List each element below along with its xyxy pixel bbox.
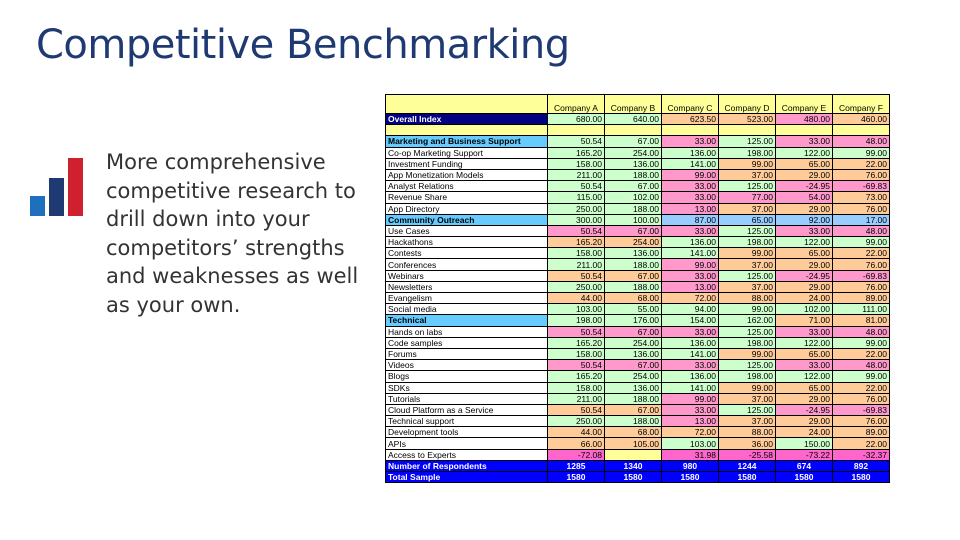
value-cell: 198.00 — [548, 315, 605, 326]
value-cell: 122.00 — [776, 337, 833, 348]
value-cell: 99.00 — [719, 382, 776, 393]
row-label: Code samples — [386, 337, 548, 348]
value-cell: 154.00 — [662, 315, 719, 326]
value-cell: 29.00 — [776, 416, 833, 427]
value-cell: 254.00 — [605, 147, 662, 158]
table-row — [386, 360, 890, 371]
table-row — [386, 304, 890, 315]
value-cell: 122.00 — [776, 147, 833, 158]
table-row — [386, 416, 890, 427]
value-cell: 48.00 — [833, 136, 890, 147]
value-cell: 24.00 — [776, 427, 833, 438]
row-label: Revenue Share — [386, 192, 548, 203]
value-cell: 73.00 — [833, 192, 890, 203]
row-label: Contests — [386, 248, 548, 259]
value-cell: 99.00 — [719, 248, 776, 259]
value-cell: 105.00 — [605, 438, 662, 449]
value-cell: 1285 — [548, 460, 605, 471]
table-row — [386, 192, 890, 203]
row-label: Newsletters — [386, 281, 548, 292]
table-row — [386, 371, 890, 382]
value-cell: 125.00 — [719, 136, 776, 147]
table-row — [386, 472, 890, 483]
table-row — [386, 158, 890, 169]
value-cell: -72.08 — [548, 449, 605, 460]
value-cell: 150.00 — [776, 438, 833, 449]
value-cell: 50.54 — [548, 360, 605, 371]
value-cell: 165.20 — [548, 337, 605, 348]
row-label: Investment Funding — [386, 158, 548, 169]
value-cell: 1580 — [548, 472, 605, 483]
row-label: Analyst Relations — [386, 181, 548, 192]
value-cell: 125.00 — [719, 326, 776, 337]
value-cell: 50.54 — [548, 181, 605, 192]
value-cell: 76.00 — [833, 203, 890, 214]
table-row — [386, 404, 890, 415]
bullet-text: More comprehensive competitive research to drill down into your competitors’ strengths and weaknesses as well as your own. — [106, 150, 359, 317]
value-cell: 480.00 — [776, 114, 833, 125]
value-cell: 99.00 — [833, 337, 890, 348]
value-cell: 158.00 — [548, 348, 605, 359]
value-cell: 136.00 — [662, 147, 719, 158]
value-cell: 162.00 — [719, 315, 776, 326]
row-label: Conferences — [386, 259, 548, 270]
table-row — [386, 427, 890, 438]
value-cell: 1580 — [662, 472, 719, 483]
row-label: Forums — [386, 348, 548, 359]
value-cell: 1580 — [776, 472, 833, 483]
value-cell: 680.00 — [548, 114, 605, 125]
value-cell: 92.00 — [776, 214, 833, 225]
table-row — [386, 147, 890, 158]
table-row — [386, 337, 890, 348]
row-label: Hackathons — [386, 237, 548, 248]
value-cell: 136.00 — [662, 237, 719, 248]
value-cell: 111.00 — [833, 304, 890, 315]
table-row — [386, 248, 890, 259]
value-cell: 33.00 — [662, 404, 719, 415]
value-cell: -73.22 — [776, 449, 833, 460]
header-blank — [386, 95, 548, 114]
header-company-f: Company F — [833, 95, 890, 114]
table-row — [386, 315, 890, 326]
value-cell: 254.00 — [605, 237, 662, 248]
value-cell: 37.00 — [719, 416, 776, 427]
value-cell: 33.00 — [662, 136, 719, 147]
value-cell: 22.00 — [833, 348, 890, 359]
logo-bar-3 — [68, 158, 83, 216]
value-cell: 99.00 — [719, 158, 776, 169]
value-cell — [548, 125, 605, 136]
value-cell: 211.00 — [548, 259, 605, 270]
value-cell: 88.00 — [719, 293, 776, 304]
table-row — [386, 114, 890, 125]
value-cell: 67.00 — [605, 270, 662, 281]
value-cell: 31.98 — [662, 449, 719, 460]
value-cell: 250.00 — [548, 281, 605, 292]
table-row — [386, 382, 890, 393]
value-cell: 892 — [833, 460, 890, 471]
value-cell: 198.00 — [719, 147, 776, 158]
value-cell: 22.00 — [833, 248, 890, 259]
row-label: Technical — [386, 315, 548, 326]
value-cell: 33.00 — [662, 270, 719, 281]
value-cell: 1580 — [833, 472, 890, 483]
value-cell: 17.00 — [833, 214, 890, 225]
value-cell: 33.00 — [662, 326, 719, 337]
value-cell: 125.00 — [719, 181, 776, 192]
value-cell: 136.00 — [605, 348, 662, 359]
value-cell: 33.00 — [662, 225, 719, 236]
header-company-b: Company B — [605, 95, 662, 114]
row-label: App Directory — [386, 203, 548, 214]
row-label: Access to Experts — [386, 449, 548, 460]
row-label: Overall Index — [386, 114, 548, 125]
value-cell: 141.00 — [662, 348, 719, 359]
value-cell: 37.00 — [719, 393, 776, 404]
value-cell: 102.00 — [776, 304, 833, 315]
table-row — [386, 203, 890, 214]
table-header-row — [386, 95, 890, 114]
value-cell: 523.00 — [719, 114, 776, 125]
value-cell: 188.00 — [605, 416, 662, 427]
value-cell: 188.00 — [605, 393, 662, 404]
value-cell: 125.00 — [719, 270, 776, 281]
value-cell: 165.20 — [548, 237, 605, 248]
value-cell: 50.54 — [548, 225, 605, 236]
value-cell: 29.00 — [776, 393, 833, 404]
value-cell: 165.20 — [548, 147, 605, 158]
value-cell: 81.00 — [833, 315, 890, 326]
value-cell: 68.00 — [605, 293, 662, 304]
value-cell: 674 — [776, 460, 833, 471]
value-cell: 76.00 — [833, 416, 890, 427]
value-cell: 136.00 — [605, 382, 662, 393]
value-cell: 22.00 — [833, 382, 890, 393]
table-row — [386, 136, 890, 147]
value-cell: 55.00 — [605, 304, 662, 315]
table-row — [386, 125, 890, 136]
header-company-a: Company A — [548, 95, 605, 114]
value-cell: 50.54 — [548, 270, 605, 281]
value-cell: 29.00 — [776, 281, 833, 292]
value-cell: 48.00 — [833, 225, 890, 236]
value-cell: 67.00 — [605, 360, 662, 371]
value-cell: 158.00 — [548, 248, 605, 259]
value-cell: 67.00 — [605, 136, 662, 147]
table-row — [386, 225, 890, 236]
table-row — [386, 393, 890, 404]
value-cell: 67.00 — [605, 326, 662, 337]
value-cell: -24.95 — [776, 404, 833, 415]
table-row — [386, 237, 890, 248]
logo-bar-2 — [49, 178, 64, 216]
value-cell: 176.00 — [605, 315, 662, 326]
row-label: Use Cases — [386, 225, 548, 236]
value-cell: 250.00 — [548, 416, 605, 427]
value-cell: 33.00 — [776, 360, 833, 371]
table-row — [386, 259, 890, 270]
value-cell: 36.00 — [719, 438, 776, 449]
value-cell: -69.83 — [833, 270, 890, 281]
value-cell: 22.00 — [833, 438, 890, 449]
row-label: Webinars — [386, 270, 548, 281]
value-cell: 99.00 — [719, 304, 776, 315]
row-label: Co-op Marketing Support — [386, 147, 548, 158]
row-label — [386, 125, 548, 136]
value-cell: 37.00 — [719, 281, 776, 292]
row-label: App Monetization Models — [386, 169, 548, 180]
row-label: Total Sample — [386, 472, 548, 483]
value-cell: 13.00 — [662, 281, 719, 292]
value-cell: 103.00 — [548, 304, 605, 315]
value-cell: 37.00 — [719, 169, 776, 180]
value-cell: 100.00 — [605, 214, 662, 225]
value-cell: 1340 — [605, 460, 662, 471]
value-cell: 65.00 — [776, 248, 833, 259]
value-cell: 67.00 — [605, 404, 662, 415]
table-row — [386, 326, 890, 337]
value-cell: 254.00 — [605, 371, 662, 382]
value-cell: 115.00 — [548, 192, 605, 203]
row-label: Technical support — [386, 416, 548, 427]
value-cell: 198.00 — [719, 337, 776, 348]
value-cell: 623.50 — [662, 114, 719, 125]
value-cell: 198.00 — [719, 371, 776, 382]
value-cell: 165.20 — [548, 371, 605, 382]
row-label: Hands on labs — [386, 326, 548, 337]
value-cell — [605, 125, 662, 136]
table-row — [386, 270, 890, 281]
value-cell: 122.00 — [776, 371, 833, 382]
value-cell: -24.95 — [776, 270, 833, 281]
value-cell: 33.00 — [662, 181, 719, 192]
header-company-d: Company D — [719, 95, 776, 114]
value-cell: -69.83 — [833, 181, 890, 192]
row-label: Development tools — [386, 427, 548, 438]
value-cell: -24.95 — [776, 181, 833, 192]
value-cell: 89.00 — [833, 293, 890, 304]
table-row — [386, 348, 890, 359]
value-cell: 33.00 — [776, 225, 833, 236]
value-cell: -69.83 — [833, 404, 890, 415]
value-cell: 141.00 — [662, 382, 719, 393]
row-label: Videos — [386, 360, 548, 371]
value-cell: 37.00 — [719, 259, 776, 270]
value-cell: 1244 — [719, 460, 776, 471]
value-cell: -25.58 — [719, 449, 776, 460]
value-cell: 125.00 — [719, 225, 776, 236]
value-cell: 300.00 — [548, 214, 605, 225]
value-cell: 48.00 — [833, 360, 890, 371]
table-row — [386, 449, 890, 460]
value-cell — [776, 125, 833, 136]
value-cell: 250.00 — [548, 203, 605, 214]
value-cell: 136.00 — [662, 337, 719, 348]
value-cell: 99.00 — [662, 393, 719, 404]
value-cell: 87.00 — [662, 214, 719, 225]
value-cell: 13.00 — [662, 203, 719, 214]
value-cell: 76.00 — [833, 259, 890, 270]
value-cell: 29.00 — [776, 259, 833, 270]
value-cell: 50.54 — [548, 326, 605, 337]
value-cell: 65.00 — [719, 214, 776, 225]
value-cell: 13.00 — [662, 416, 719, 427]
table-row — [386, 460, 890, 471]
row-label: Marketing and Business Support — [386, 136, 548, 147]
value-cell — [833, 125, 890, 136]
value-cell: 65.00 — [776, 382, 833, 393]
value-cell: 198.00 — [719, 237, 776, 248]
value-cell: 136.00 — [605, 158, 662, 169]
value-cell: 33.00 — [776, 326, 833, 337]
header-company-c: Company C — [662, 95, 719, 114]
value-cell: 37.00 — [719, 203, 776, 214]
value-cell: 66.00 — [548, 438, 605, 449]
value-cell: 125.00 — [719, 404, 776, 415]
row-label: Cloud Platform as a Service — [386, 404, 548, 415]
value-cell: 67.00 — [605, 181, 662, 192]
value-cell: 102.00 — [605, 192, 662, 203]
value-cell: 76.00 — [833, 169, 890, 180]
table-row — [386, 181, 890, 192]
value-cell: 76.00 — [833, 393, 890, 404]
value-cell: 24.00 — [776, 293, 833, 304]
table-body — [386, 114, 890, 483]
header-company-e: Company E — [776, 95, 833, 114]
value-cell: 99.00 — [833, 147, 890, 158]
value-cell: 99.00 — [719, 348, 776, 359]
value-cell: 29.00 — [776, 169, 833, 180]
value-cell: 33.00 — [776, 136, 833, 147]
table-row — [386, 169, 890, 180]
value-cell: 640.00 — [605, 114, 662, 125]
row-label: Number of Respondents — [386, 460, 548, 471]
row-label: APIs — [386, 438, 548, 449]
row-label: SDKs — [386, 382, 548, 393]
value-cell: 158.00 — [548, 382, 605, 393]
value-cell: 88.00 — [719, 427, 776, 438]
value-cell — [662, 125, 719, 136]
value-cell: 65.00 — [776, 348, 833, 359]
table-row — [386, 214, 890, 225]
value-cell: 99.00 — [833, 371, 890, 382]
row-label: Tutorials — [386, 393, 548, 404]
value-cell: 99.00 — [833, 237, 890, 248]
value-cell: 211.00 — [548, 169, 605, 180]
table-row — [386, 293, 890, 304]
row-label: Blogs — [386, 371, 548, 382]
value-cell: 125.00 — [719, 360, 776, 371]
row-label: Evangelism — [386, 293, 548, 304]
value-cell: 99.00 — [662, 169, 719, 180]
value-cell: 158.00 — [548, 158, 605, 169]
value-cell: 29.00 — [776, 203, 833, 214]
value-cell: 188.00 — [605, 259, 662, 270]
value-cell: 33.00 — [662, 360, 719, 371]
value-cell: 122.00 — [776, 237, 833, 248]
slide-title: Competitive Benchmarking — [36, 22, 570, 68]
value-cell: 50.54 — [548, 404, 605, 415]
value-cell: 136.00 — [605, 248, 662, 259]
value-cell: 1580 — [605, 472, 662, 483]
value-cell: 136.00 — [662, 371, 719, 382]
row-label: Community Outreach — [386, 214, 548, 225]
row-label: Social media — [386, 304, 548, 315]
value-cell: 67.00 — [605, 225, 662, 236]
benchmark-table — [385, 94, 890, 483]
table-row — [386, 438, 890, 449]
value-cell: 72.00 — [662, 293, 719, 304]
value-cell: -32.37 — [833, 449, 890, 460]
value-cell: 103.00 — [662, 438, 719, 449]
value-cell: 77.00 — [719, 192, 776, 203]
value-cell: 141.00 — [662, 248, 719, 259]
value-cell: 980 — [662, 460, 719, 471]
value-cell: 48.00 — [833, 326, 890, 337]
bar-chart-logo-icon — [30, 158, 86, 216]
value-cell: 1580 — [719, 472, 776, 483]
value-cell: 188.00 — [605, 203, 662, 214]
value-cell: 71.00 — [776, 315, 833, 326]
value-cell: 141.00 — [662, 158, 719, 169]
value-cell: 76.00 — [833, 281, 890, 292]
table-row — [386, 281, 890, 292]
value-cell: 65.00 — [776, 158, 833, 169]
value-cell: 50.54 — [548, 136, 605, 147]
value-cell: 460.00 — [833, 114, 890, 125]
value-cell: 54.00 — [776, 192, 833, 203]
value-cell — [719, 125, 776, 136]
value-cell: 44.00 — [548, 293, 605, 304]
value-cell: 68.00 — [605, 427, 662, 438]
value-cell: 33.00 — [662, 192, 719, 203]
logo-bar-1 — [30, 196, 45, 216]
value-cell: 211.00 — [548, 393, 605, 404]
value-cell: 22.00 — [833, 158, 890, 169]
value-cell: 188.00 — [605, 169, 662, 180]
value-cell: 254.00 — [605, 337, 662, 348]
value-cell: 44.00 — [548, 427, 605, 438]
value-cell: 99.00 — [662, 259, 719, 270]
value-cell: 72.00 — [662, 427, 719, 438]
value-cell — [605, 449, 662, 460]
value-cell: 94.00 — [662, 304, 719, 315]
value-cell: 188.00 — [605, 281, 662, 292]
value-cell: 89.00 — [833, 427, 890, 438]
